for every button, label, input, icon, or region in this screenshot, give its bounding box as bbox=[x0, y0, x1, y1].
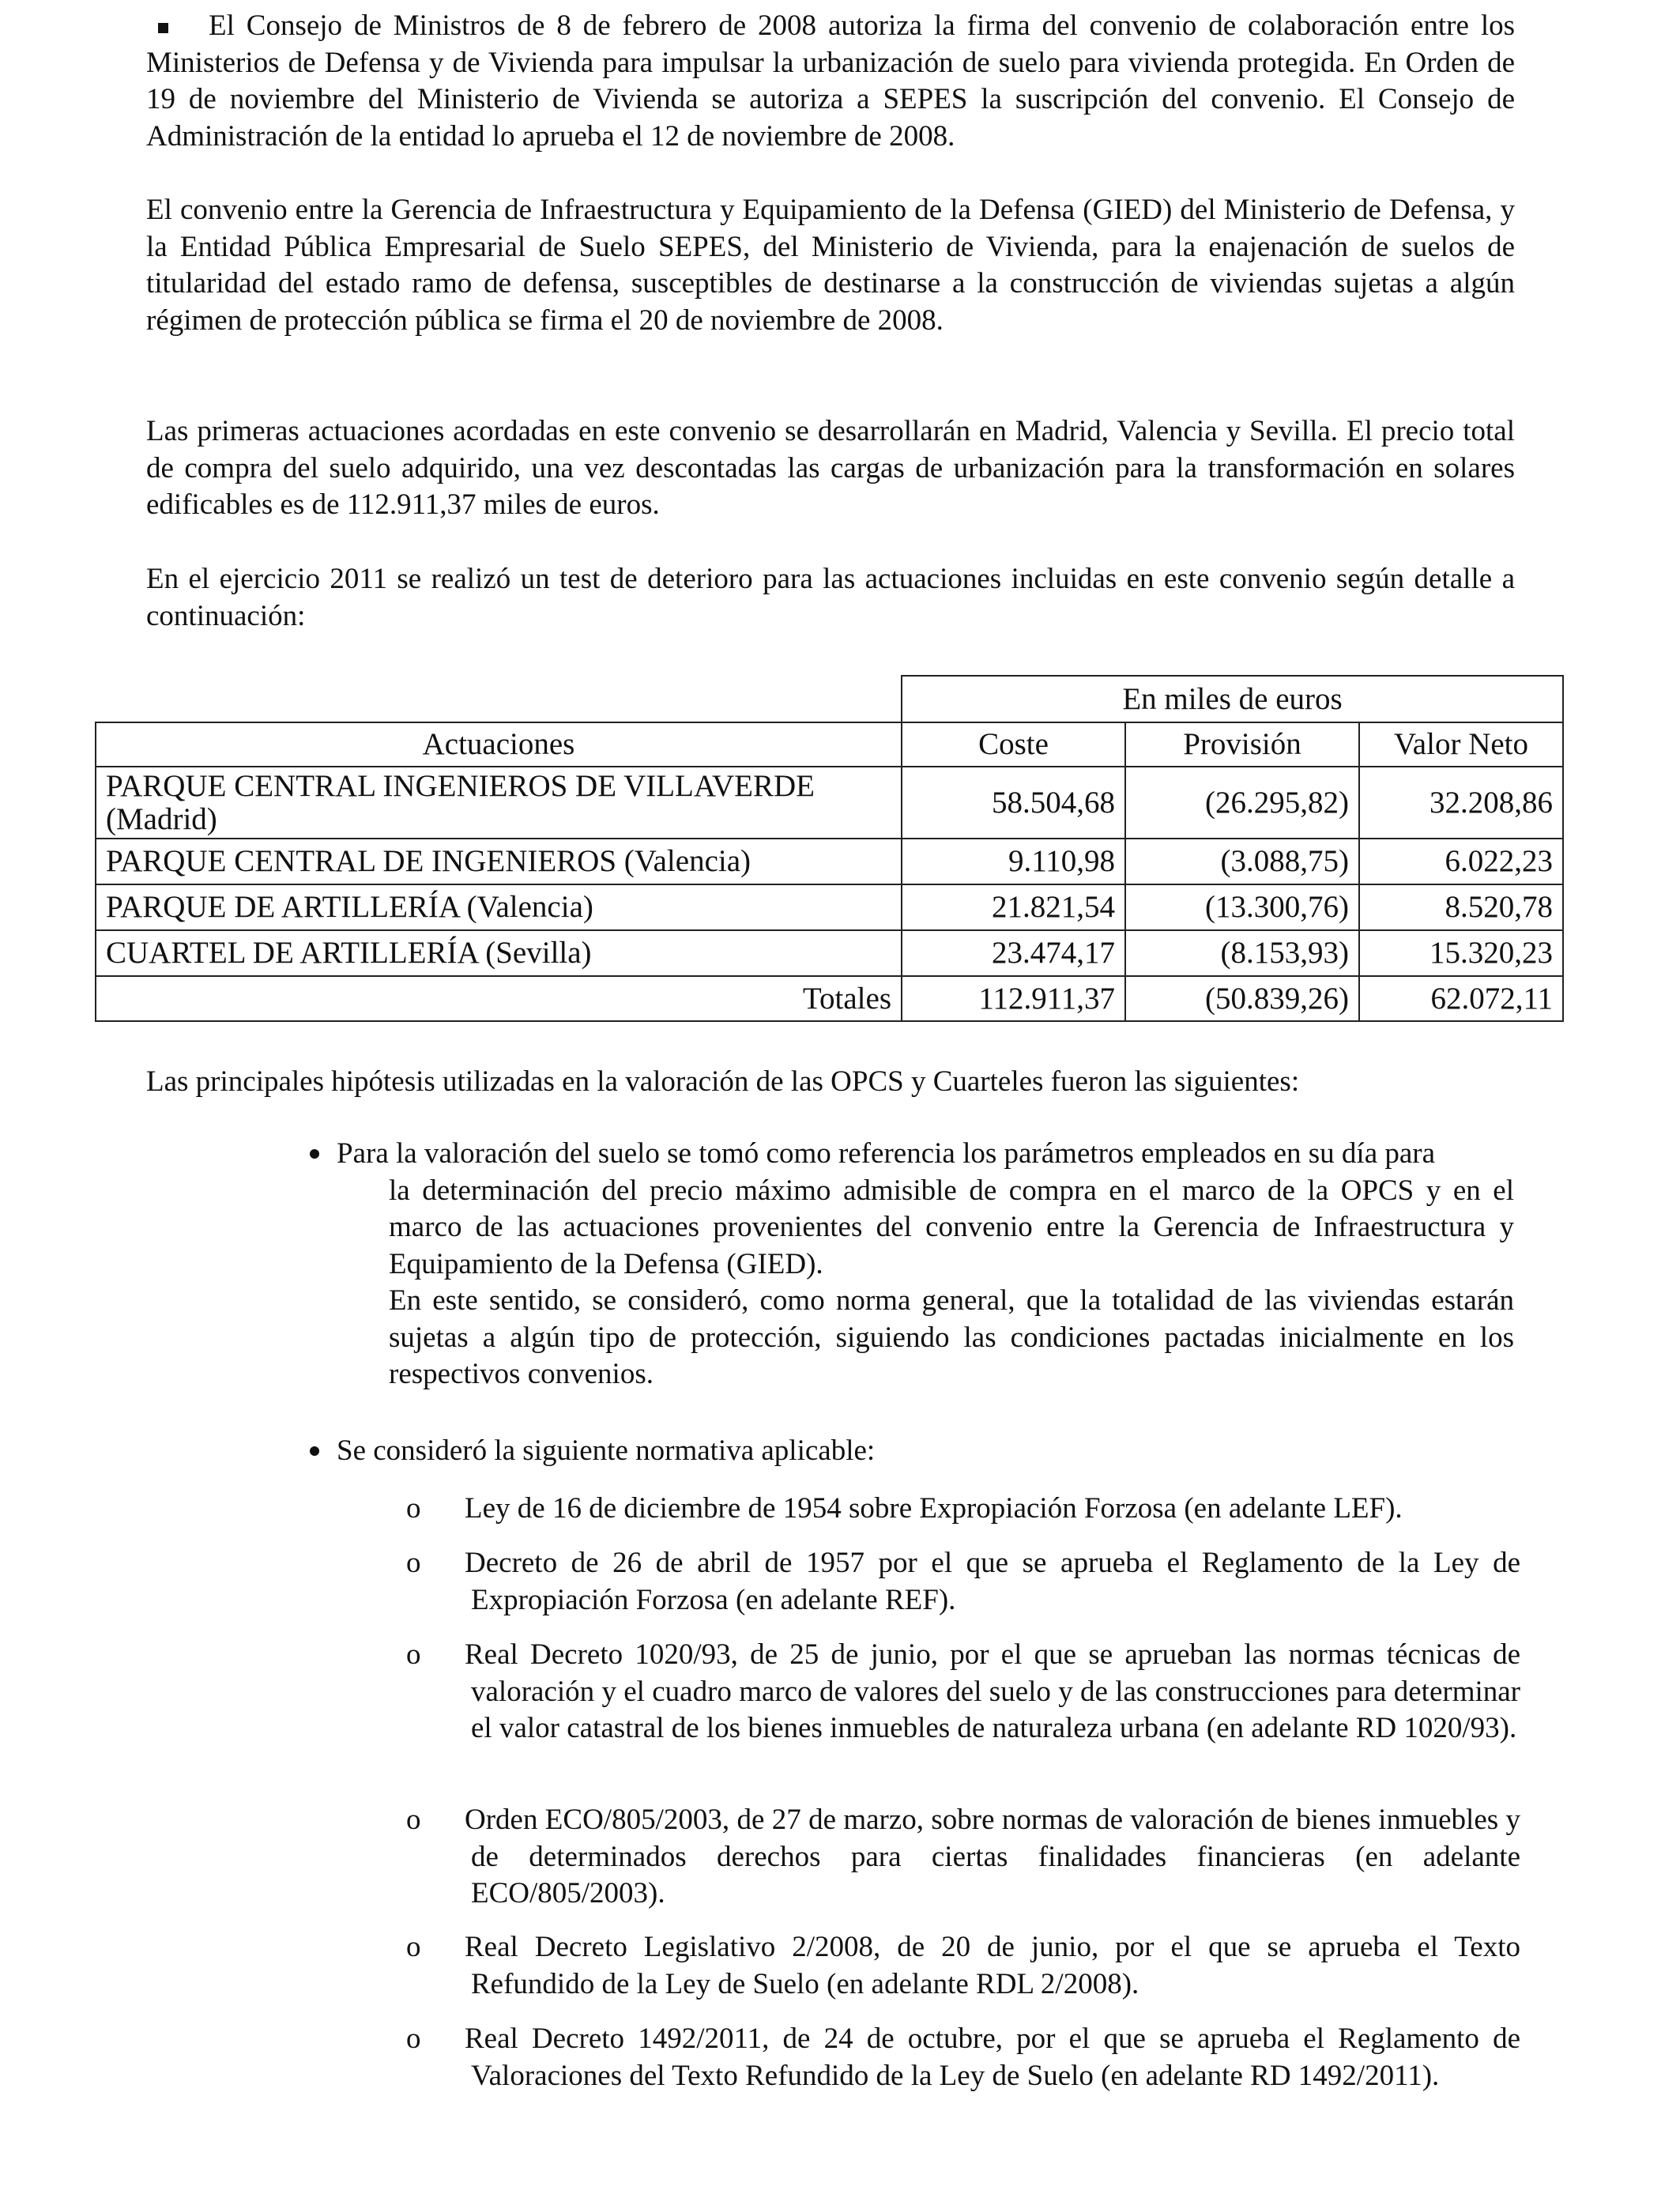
impairment-table bbox=[95, 675, 1564, 1022]
row-coste: 58.504,68 bbox=[902, 767, 1125, 839]
header-actuaciones: Actuaciones bbox=[96, 722, 902, 767]
totals-valor-neto: 62.072,11 bbox=[1359, 976, 1563, 1021]
totals-label: Totales bbox=[96, 976, 902, 1021]
table-row bbox=[96, 930, 1563, 976]
row-provision: (13.300,76) bbox=[1125, 884, 1359, 930]
table-totals-row bbox=[96, 976, 1563, 1021]
normativa-item: Real Decreto 1020/93, de 25 de junio, por el que se aprueban las normas técnicas de valoración y el cuadro marco de valores del suelo y de las construcciones para determinar el valor catastral de los bienes inmuebles de naturaleza urbana (en adelante RD 1020/93). bbox=[465, 1638, 1520, 1744]
table-unit-header: En miles de euros bbox=[902, 676, 1563, 722]
row-coste: 21.821,54 bbox=[902, 884, 1125, 930]
sub-bullet-icon: o bbox=[406, 2022, 421, 2055]
bullet-second-paragraph: En este sentido, se consideró, como norma general, que la totalidad de las viviendas estarán sujetas a algún tipo de protección, siguiendo las condiciones pactadas inicialmente en los respectivos convenios. bbox=[389, 1284, 1514, 1390]
sub-bullet-icon: o bbox=[406, 1804, 421, 1836]
normativa-item: Orden ECO/805/2003, de 27 de marzo, sobre normas de valoración de bienes inmuebles y de determinados derechos para ciertas finalidades financieras (en adelante ECO/805/2003). bbox=[465, 1804, 1520, 1909]
row-valor-neto: 15.320,23 bbox=[1359, 930, 1563, 976]
row-coste: 23.474,17 bbox=[902, 930, 1125, 976]
table-group-header-row bbox=[96, 676, 1563, 722]
normativa-item: Decreto de 26 de abril de 1957 por el que se aprueba el Reglamento de la Ley de Expropiación Forzosa (en adelante REF). bbox=[465, 1547, 1520, 1616]
row-valor-neto: 8.520,78 bbox=[1359, 884, 1563, 930]
sub-bullet-icon: o bbox=[406, 1931, 421, 1963]
header-provision: Provisión bbox=[1125, 722, 1359, 767]
bullet-normativa-text: Se consideró la siguiente normativa aplicable: bbox=[337, 1434, 876, 1467]
table-row bbox=[96, 839, 1563, 884]
table-row bbox=[96, 767, 1563, 839]
sub-bullet-icon: o bbox=[406, 1492, 421, 1525]
paragraph-convenio-autorizacion: El Consejo de Ministros de 8 de febrero de 2008 autoriza la firma del convenio de colaboración entre los Ministerios de Defensa y de Vivienda para impulsar la urbanización de suelo para vivienda protegida. En Orden de 19 de noviembre del Ministerio de Vivienda se autoriza a SEPES la suscripción del convenio. El Consejo de Administración de la entidad lo aprueba el 12 de noviembre de 2008. bbox=[146, 9, 1515, 153]
row-provision: (26.295,82) bbox=[1125, 767, 1359, 839]
row-name: PARQUE CENTRAL INGENIEROS DE VILLAVERDE (Madrid) bbox=[96, 767, 902, 839]
paragraph-test-deterioro: En el ejercicio 2011 se realizó un test de deterioro para las actuaciones incluidas en este convenio según detalle a continuación: bbox=[146, 563, 1515, 632]
row-valor-neto: 32.208,86 bbox=[1359, 767, 1563, 839]
row-provision: (3.088,75) bbox=[1125, 839, 1359, 884]
sub-bullet-icon: o bbox=[406, 1638, 421, 1671]
row-valor-neto: 6.022,23 bbox=[1359, 839, 1563, 884]
header-coste: Coste bbox=[902, 722, 1125, 767]
paragraph-convenio-gied: El convenio entre la Gerencia de Infraestructura y Equipamiento de la Defensa (GIED) del Ministerio de Defensa, y la Entidad Pública Empresarial de Suelo SEPES, del Ministerio de Vivienda, para la enajenación de suelos de titularidad del estado ramo de defensa, susceptibles de destinarse a la construcción de viviendas sujetas a algún régimen de protección pública se firma el 20 de noviembre de 2008. bbox=[146, 194, 1515, 337]
row-name: CUARTEL DE ARTILLERÍA (Sevilla) bbox=[96, 930, 902, 976]
totals-coste: 112.911,37 bbox=[902, 976, 1125, 1021]
bullet-dot-icon bbox=[310, 1446, 319, 1456]
normativa-item: Real Decreto 1492/2011, de 24 de octubre, por el que se aprueba el Reglamento de Valoraciones del Texto Refundido de la Ley de Suelo (en adelante RD 1492/2011). bbox=[465, 2022, 1520, 2092]
bullet-continuation: la determinación del precio máximo admisible de compra en el marco de la OPCS y en el marco de las actuaciones provenientes del convenio entre la Gerencia de Infraestructura y Equipamiento de la Defensa (GIED). bbox=[389, 1174, 1514, 1280]
sub-bullet-icon: o bbox=[406, 1547, 421, 1579]
row-provision: (8.153,93) bbox=[1125, 930, 1359, 976]
row-name: PARQUE DE ARTILLERÍA (Valencia) bbox=[96, 884, 902, 930]
bullet-dot-icon bbox=[310, 1149, 319, 1159]
header-valor-neto: Valor Neto bbox=[1359, 722, 1563, 767]
totals-provision: (50.839,26) bbox=[1125, 976, 1359, 1021]
normativa-item: Real Decreto Legislativo 2/2008, de 20 de junio, por el que se aprueba el Texto Refundido de la Ley de Suelo (en adelante RDL 2/2008). bbox=[465, 1931, 1520, 2000]
bullet-first-line: Para la valoración del suelo se tomó como referencia los parámetros empleados en su día para bbox=[337, 1137, 1436, 1170]
table-row bbox=[96, 884, 1563, 930]
row-name: PARQUE CENTRAL DE INGENIEROS (Valencia) bbox=[96, 839, 902, 884]
normativa-item: Ley de 16 de diciembre de 1954 sobre Expropiación Forzosa (en adelante LEF). bbox=[465, 1492, 1403, 1525]
row-coste: 9.110,98 bbox=[902, 839, 1125, 884]
paragraph-primeras-actuaciones: Las primeras actuaciones acordadas en este convenio se desarrollarán en Madrid, Valencia y Sevilla. El precio total de compra del suelo adquirido, una vez descontadas las cargas de urbanización para la transformación en solares edificables es de 112.911,37 miles de euros. bbox=[146, 415, 1515, 521]
table-header-row bbox=[96, 722, 1563, 767]
paragraph-hipotesis: Las principales hipótesis utilizadas en la valoración de las OPCS y Cuarteles fueron las siguientes: bbox=[146, 1065, 1300, 1098]
